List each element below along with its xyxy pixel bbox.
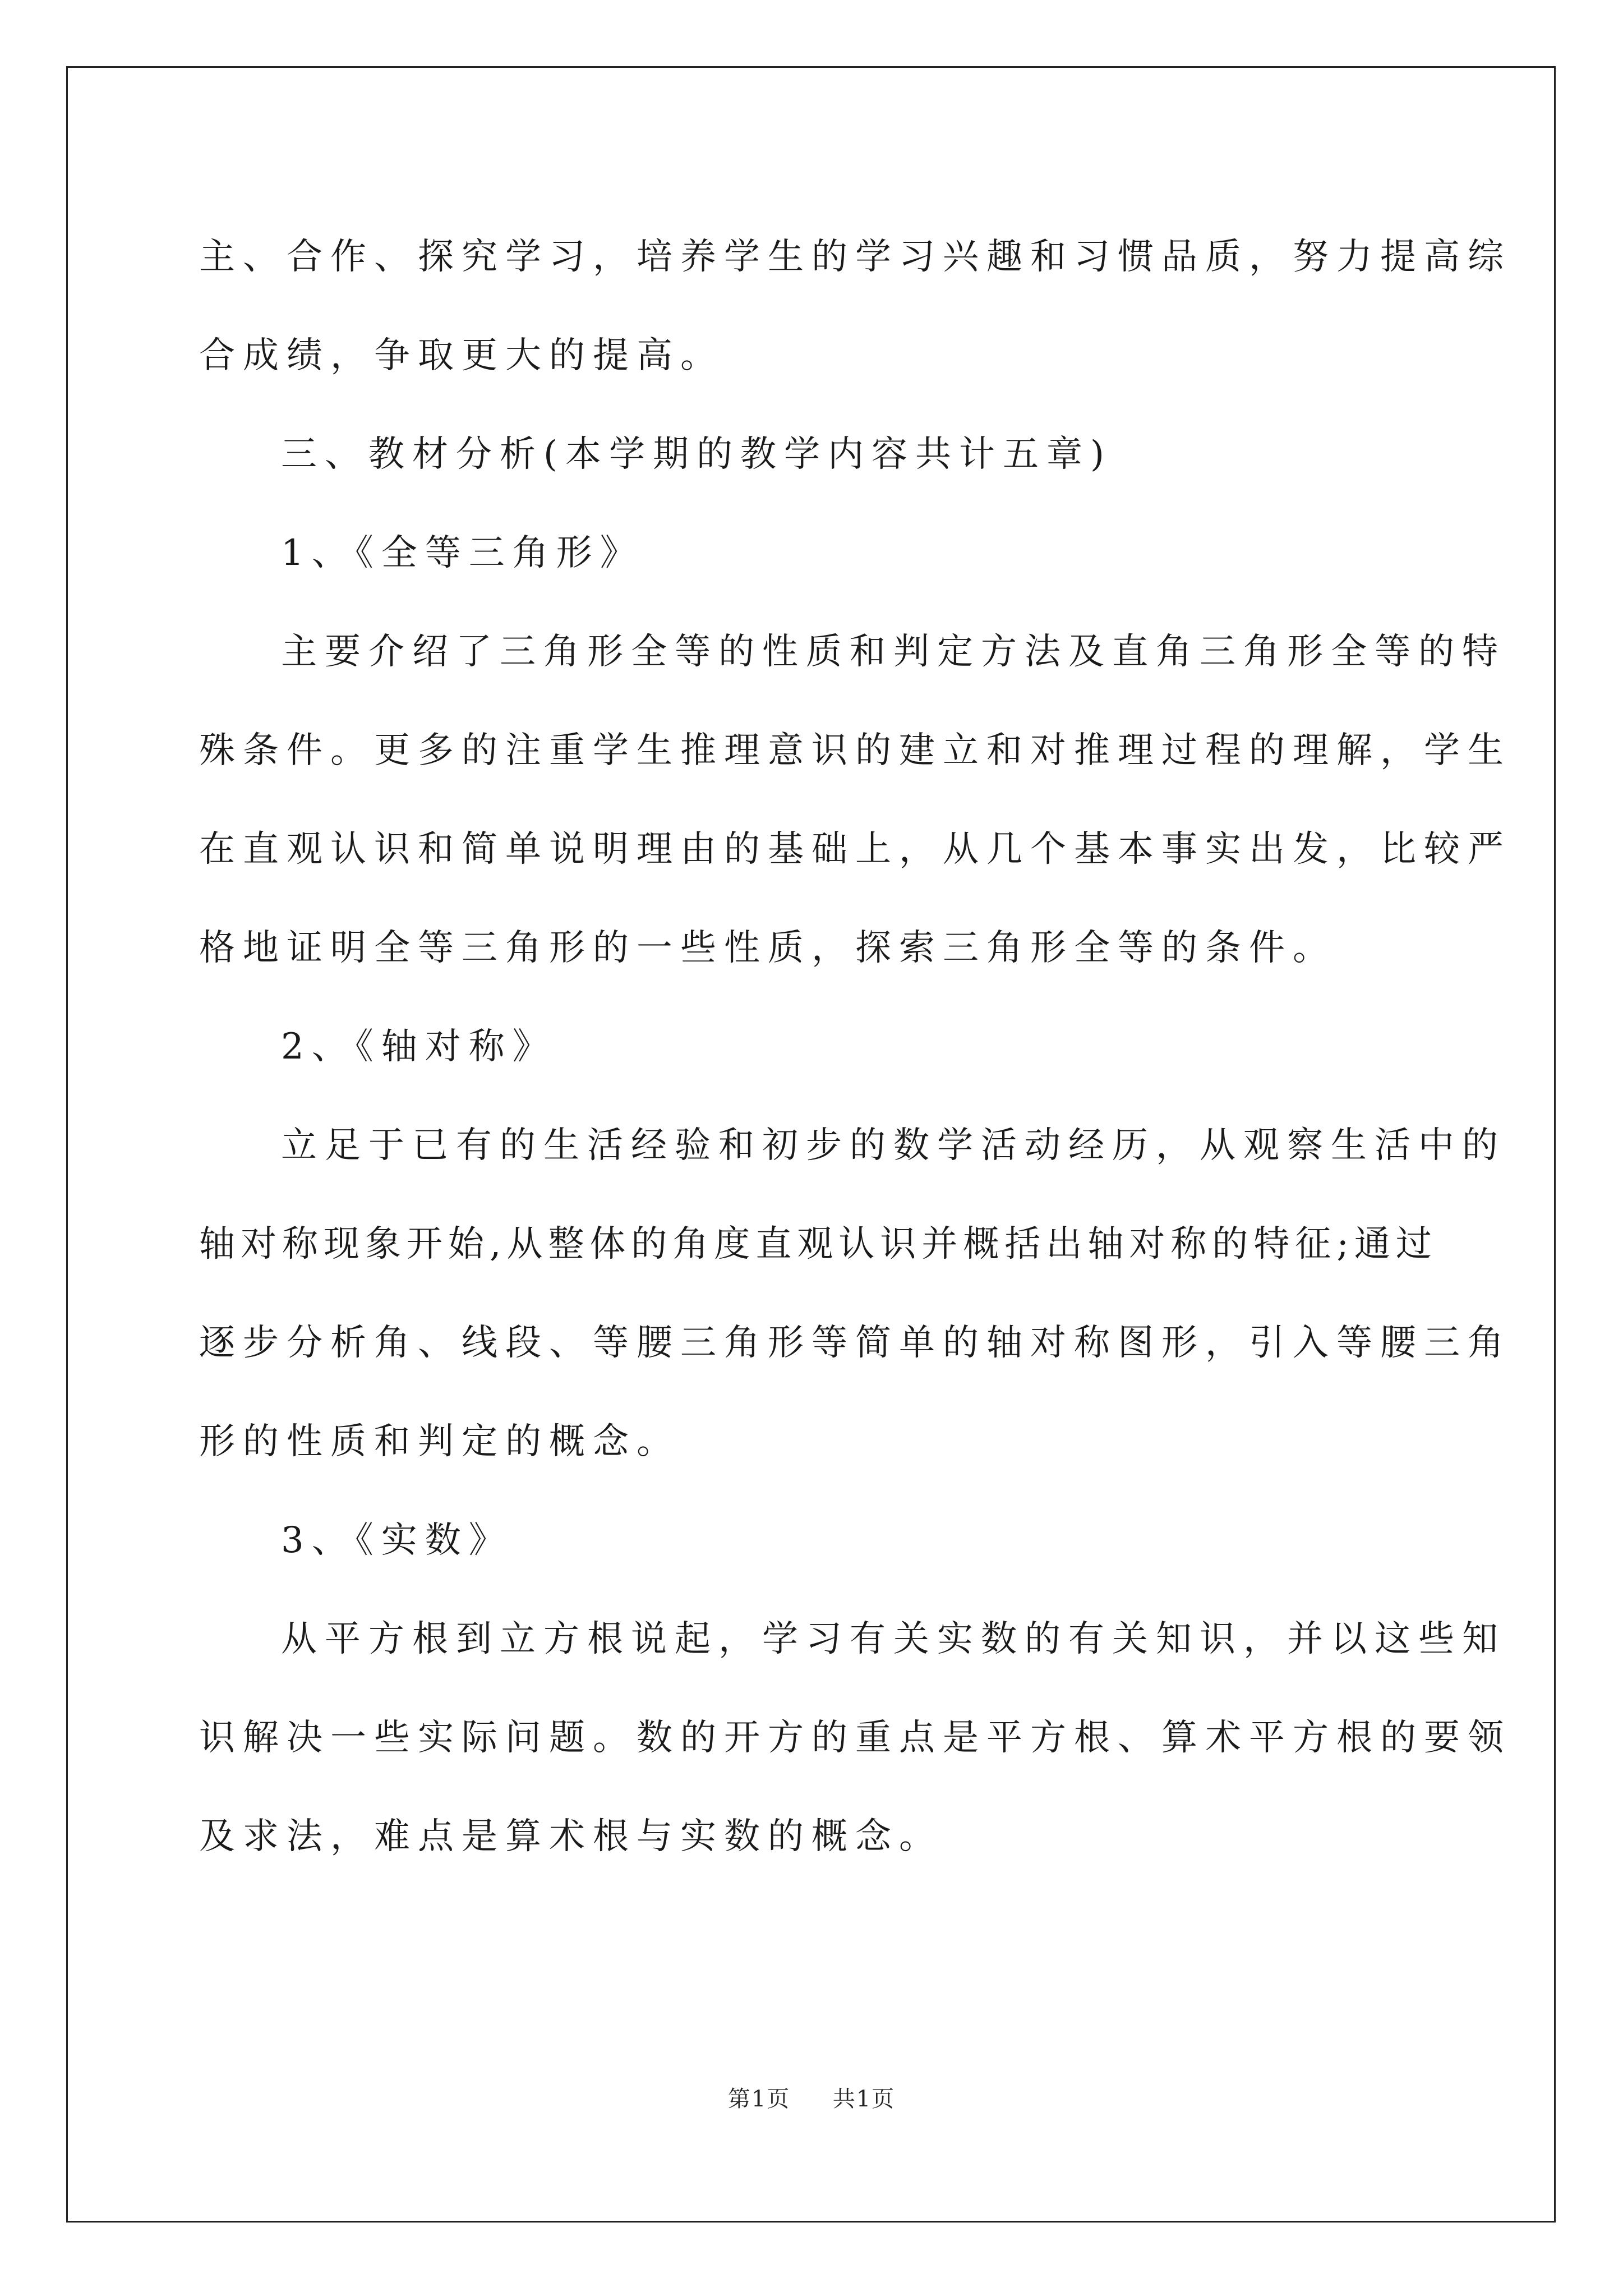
page-total: 共1页 xyxy=(832,2086,896,2112)
paragraph-line: 立足于已有的生活经验和初步的数学活动经历，从观察生活中的 xyxy=(281,1125,1506,1166)
paragraph-line: 形的性质和判定的概念。 xyxy=(199,1421,680,1462)
paragraph-line: 主、合作、探究学习，培养学生的学习兴趣和习惯品质，努力提高综 xyxy=(199,236,1511,278)
paragraph-line: 格地证明全等三角形的一些性质，探索三角形全等的条件。 xyxy=(199,927,1336,969)
paragraph-line: 识解决一些实际问题。数的开方的重点是平方根、算术平方根的要领 xyxy=(199,1717,1511,1759)
paragraph-line: 合成绩，争取更大的提高。 xyxy=(199,335,724,376)
page-number: 第1页 xyxy=(727,2086,791,2112)
paragraph-line: 在直观认识和简单说明理由的基础上，从几个基本事实出发，比较严 xyxy=(199,829,1511,870)
paragraph-line: 从平方根到立方根说起，学习有关实数的有关知识，并以这些知 xyxy=(281,1618,1506,1660)
paragraph-line: 主要介绍了三角形全等的性质和判定方法及直角三角形全等的特 xyxy=(281,631,1506,673)
chapter-heading: 1、《全等三角形》 xyxy=(281,532,644,574)
document-body xyxy=(199,208,1511,1886)
chapter-heading: 2、《轴对称》 xyxy=(281,1026,556,1068)
paragraph-line: 逐步分析角、线段、等腰三角形等简单的轴对称图形，引入等腰三角 xyxy=(199,1322,1511,1364)
page-footer xyxy=(0,2081,1623,2113)
chapter-heading: 3、《实数》 xyxy=(281,1520,513,1561)
paragraph-line: 及求法，难点是算术根与实数的概念。 xyxy=(199,1816,943,1857)
paragraph-line: 轴对称现象开始,从整体的角度直观认识并概括出轴对称的特征;通过 xyxy=(199,1223,1437,1265)
paragraph-line: 殊条件。更多的注重学生推理意识的建立和对推理过程的理解，学生 xyxy=(199,730,1511,771)
section-heading: 三、教材分析(本学期的教学内容共计五章) xyxy=(281,434,1112,475)
